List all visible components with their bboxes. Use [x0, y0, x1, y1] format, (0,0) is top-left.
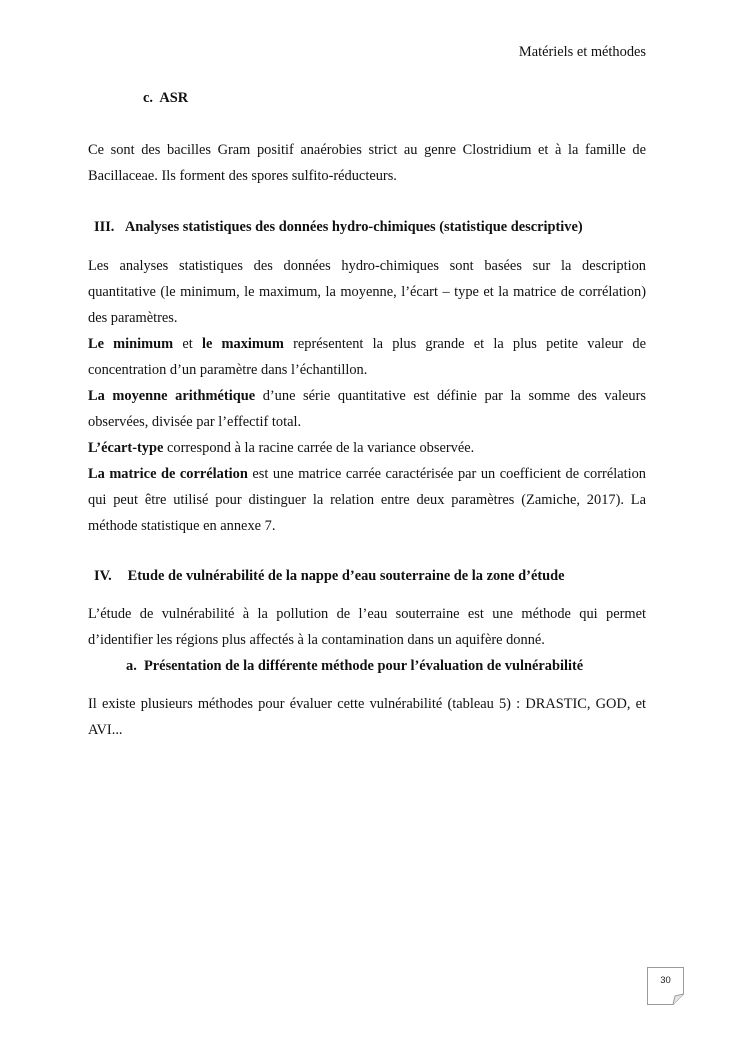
- correlation-term: La matrice de corrélation: [88, 466, 248, 482]
- mean-definition: d’une série quantitative est définie par la somme des valeurs observées, divisée par l’effectif total.: [88, 388, 646, 430]
- minimum-term: Le minimum: [88, 336, 174, 352]
- stddev-definition: correspond à la racine carrée de la variance observée.: [163, 440, 475, 456]
- subsection-number: a.: [126, 658, 137, 674]
- mean-paragraph: [88, 383, 646, 435]
- subsection-heading-methods: [126, 656, 583, 676]
- section-number: IV.: [94, 568, 112, 584]
- section-title: Etude de vulnérabilité de la nappe d’eau souterraine de la zone d’étude: [127, 568, 565, 584]
- running-header: Matériels et méthodes: [518, 44, 646, 60]
- asr-paragraph-block: [88, 137, 646, 189]
- stddev-term: L’écart-type: [88, 440, 164, 456]
- methods-paragraph-block: [88, 691, 646, 743]
- methods-paragraph: Il existe plusieurs méthodes pour évaluer cette vulnérabilité (tableau 5) : DRASTIC, GOD, et AVI...: [88, 696, 646, 738]
- minmax-paragraph: [88, 331, 646, 383]
- statistics-intro-paragraph: Les analyses statistiques des données hydro-chimiques sont basées sur la description quantitative (le minimum, le maximum, la moyenne, l’écart – type et la matrice de corrélation) des paramètres.: [88, 258, 646, 326]
- subsection-title: Présentation de la différente méthode pour l’évaluation de vulnérabilité: [144, 658, 584, 674]
- statistics-body: [88, 253, 646, 539]
- subsection-number: c.: [143, 90, 153, 106]
- asr-paragraph: Ce sont des bacilles Gram positif anaérobies strict au genre Clostridium et à la famille de Bacillaceae. Ils forment des spores sulfito-réducteurs.: [88, 142, 646, 184]
- minmax-definition: représentent la plus grande et la plus petite valeur de concentration d’un paramètre dans l’échantillon.: [88, 336, 646, 378]
- section-heading-vulnerability: [94, 566, 565, 586]
- subsection-heading-asr: [143, 88, 188, 108]
- section-heading-statistics: [94, 217, 583, 237]
- correlation-definition: est une matrice carrée caractérisée par un coefficient de corrélation qui peut être utilisé pour distinguer la relation entre deux paramètres (Zamiche, 2017). La méthode statistique en annexe 7.: [88, 466, 647, 534]
- section-title: Analyses statistiques des données hydro-chimiques (statistique descriptive): [124, 219, 583, 235]
- correlation-paragraph: [88, 461, 646, 539]
- section-number: III.: [94, 219, 115, 235]
- mean-term: La moyenne arithmétique: [88, 388, 256, 404]
- stddev-paragraph: [88, 435, 646, 461]
- page-number: 30: [660, 975, 671, 986]
- page-number-box: [647, 967, 684, 1005]
- vulnerability-intro-block: [88, 601, 646, 653]
- minmax-connector: et: [173, 336, 202, 352]
- folded-corner-icon: [647, 967, 684, 1005]
- subsection-title: ASR: [159, 90, 189, 106]
- vulnerability-intro-paragraph: L’étude de vulnérabilité à la pollution de l’eau souterraine est une méthode qui permet d’identifier les régions plus affectés à la contamination dans un aquifère donné.: [88, 606, 646, 648]
- maximum-term: le maximum: [201, 336, 284, 352]
